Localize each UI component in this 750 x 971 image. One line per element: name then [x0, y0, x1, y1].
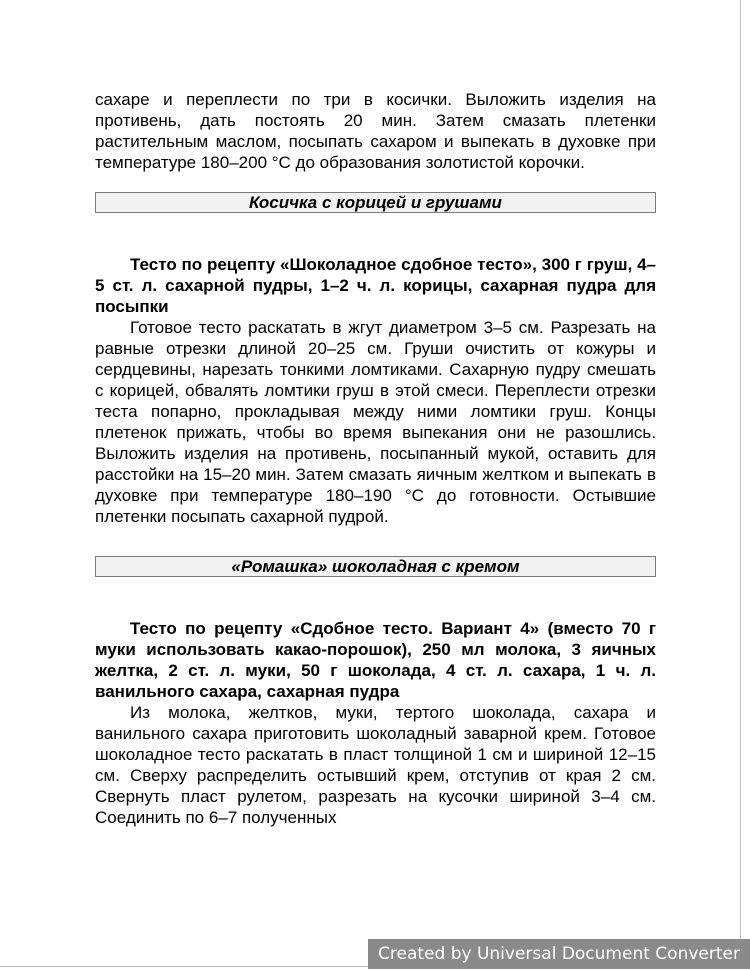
recipe-title-text: Косичка с корицей и грушами: [249, 193, 502, 212]
intro-paragraph: сахаре и переплести по три в косички. Выложить изделия на противень, дать постоять 20 мин. Затем смазать плетенки растительным маслом, посыпать сахаром и выпекать в духовке при температуре 180–200 °С до образования золотистой корочки.: [95, 90, 656, 172]
recipe-title-text: «Ромашка» шоколадная с кремом: [231, 557, 520, 576]
recipe-ingredients: Тесто по рецепту «Сдобное тесто. Вариант 4» (вместо 70 г муки использовать какао-порошок), 250 мл молока, 3 яичных желтка, 2 ст. л. муки, 50 г шоколада, 4 ст. л. сахара, 1 ч. л. ванильного сахара, сахарная пудра: [95, 619, 656, 701]
recipe-method: Из молока, желтков, муки, тертого шоколада, сахара и ванильного сахара приготовить шоколадный заварной крем. Готовое шоколадное тесто раскатать в пласт толщиной 1 см и шириной 12–15 см. Сверху распределить остывший крем, отступив от края 2 см. Свернуть пласт рулетом, разрезать на кусочки шириной 3–4 см. Соединить по 6–7 полученных: [95, 703, 656, 827]
converter-watermark: Created by Universal Document Converter: [368, 939, 750, 969]
recipe-method: Готовое тесто раскатать в жгут диаметром 3–5 см. Разрезать на равные отрезки длиной 20–25 см. Груши очистить от кожуры и сердцевины, нарезать тонкими ломтиками. Сахарную пудру смешать с корицей, обвалять ломтики груш в этой смеси. Переплести отрезки теста попарно, прокладывая между ними ломтики груш. Концы плетенок прижать, чтобы во время выпекания они не разошлись. Выложить изделия на противень, посыпанный мукой, оставить для расстойки на 15–20 мин. Затем смазать яичным желтком и выпекать в духовке при температуре 180–190 °С до готовности. Остывшие плетенки посыпать сахарной пудрой.: [95, 318, 656, 526]
recipe-title-cinnamon-pear-braid: [95, 192, 656, 213]
recipe-ingredients: Тесто по рецепту «Шоколадное сдобное тесто», 300 г груш, 4–5 ст. л. сахарной пудры, 1–2 ч. л. корицы, сахарная пудра для посыпки: [95, 255, 656, 316]
recipe-title-chocolate-chamomile: [95, 556, 656, 577]
document-page: [95, 89, 656, 828]
